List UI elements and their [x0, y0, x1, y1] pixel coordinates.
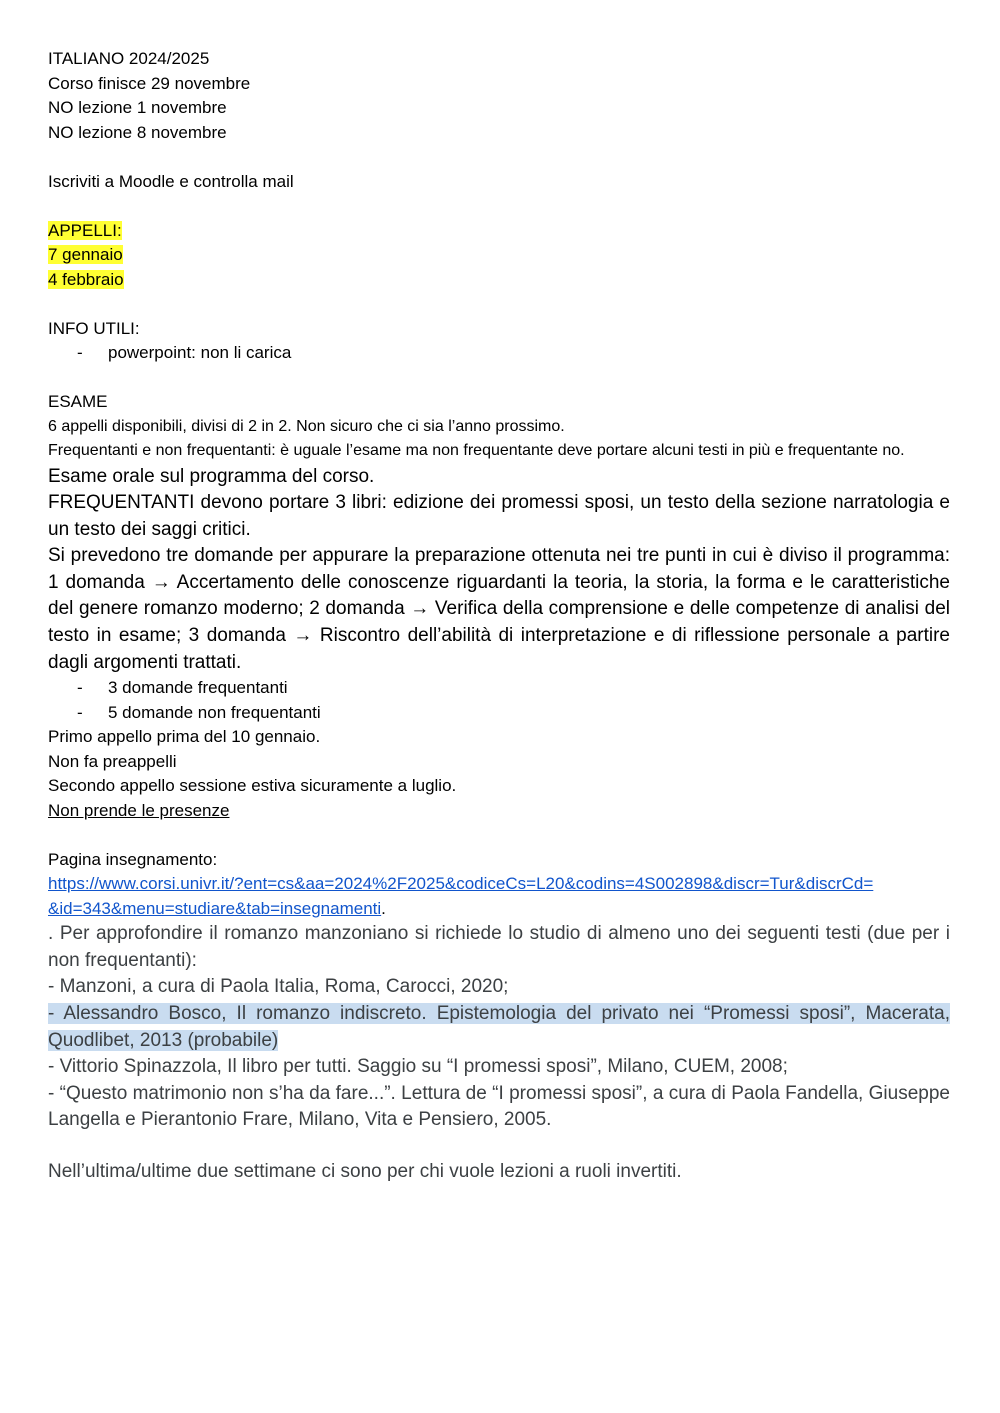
preappelli-text: Non fa preappelli — [48, 751, 177, 771]
spacer — [48, 366, 950, 391]
esame-appelli-text: 6 appelli disponibili, divisi di 2 in 2. Non sicuro che ci sia l’anno prossimo. — [48, 417, 565, 435]
no-lesson-note: NO lezione 8 novembre — [48, 122, 227, 142]
list-item-text: powerpoint: non li carica — [108, 343, 292, 362]
spacer — [48, 194, 950, 219]
spacer — [48, 145, 950, 170]
testo-item: - Manzoni, a cura di Paola Italia, Roma, Carocci, 2020; — [48, 976, 509, 998]
spacer — [48, 1134, 950, 1159]
bullet-dash: - — [77, 343, 83, 362]
pagina-label: Pagina insegnamento: — [48, 849, 218, 869]
list-item — [48, 341, 950, 366]
testi-intro: . Per approfondire il romanzo manzoniano si richiede lo studio di almeno uno dei seguenti testi (due per i non frequentanti): — [48, 923, 950, 971]
esame-frequentanti-text: Frequentanti e non frequentanti: è uguale l’esame ma non frequentante deve portare alcuni testi in più e frequentante no. — [48, 442, 905, 459]
link-period: . — [381, 898, 386, 918]
appello-date: 7 gennaio — [48, 245, 123, 264]
list-item — [48, 701, 950, 726]
moodle-note: Iscriviti a Moodle e controlla mail — [48, 171, 294, 191]
list-item-text: 5 domande non frequentanti — [108, 702, 321, 722]
document-page — [48, 47, 950, 1185]
course-title: ITALIANO 2024/2025 — [48, 49, 210, 68]
primo-appello-text: Primo appello prima del 10 gennaio. — [48, 727, 321, 747]
link-text-line-1: https://www.corsi.univr.it/?ent=cs&aa=2024%2F2025&codiceCs=L20&codins=4S002898&discr=Tur&discrCd= — [48, 874, 874, 894]
info-heading: INFO UTILI: — [48, 318, 140, 338]
link-text-line-2: &id=343&menu=studiare&tab=insegnamenti — [48, 898, 382, 918]
domande-paragraph: Si prevedono tre domande per appurare la preparazione ottenuta nei tre punti in cui è diviso il programma: 1 domanda → Accertamento delle conoscenze riguardanti la teoria, la storia, la forma e le caratteristiche del genere romanzo moderno; 2 domanda → Verifica della comprensione e delle competenze di analisi del testo in esame; 3 domanda → Riscontro dell’abilità di interpretazione e di riflessione personale a partire dagli argomenti trattati. — [48, 545, 950, 673]
appelli-heading: APPELLI: — [48, 220, 122, 240]
secondo-appello-text: Secondo appello sessione estiva sicuramente a luglio. — [48, 776, 457, 796]
course-end-date: Corso finisce 29 novembre — [48, 73, 251, 93]
testo-item-highlighted: - Alessandro Bosco, Il romanzo indiscreto. Epistemologia del privato nei “Promessi sposi”, Macerata, Quodlibet, 2013 (probabile) — [48, 1003, 950, 1051]
bullet-dash: - — [77, 678, 83, 698]
appello-date: 4 febbraio — [48, 269, 124, 289]
esame-orale-text: Esame orale sul programma del corso. — [48, 465, 375, 487]
list-item — [48, 676, 950, 701]
finale-text: Nell’ultima/ultime due settimane ci sono per chi vuole lezioni a ruoli invertiti. — [48, 1160, 682, 1182]
no-lesson-note: NO lezione 1 novembre — [48, 98, 227, 117]
testo-item: - “Questo matrimonio non s’ha da fare...”. Lettura de “I promessi sposi”, a cura di Paola Fandella, Giuseppe Langella e Pierantonio Frare, Milano, Vita e Pensiero, 2005. — [48, 1082, 950, 1131]
testo-item: - Vittorio Spinazzola, Il libro per tutti. Saggio su “I promessi sposi”, Milano, CUEM, 2008; — [48, 1056, 788, 1078]
bullet-dash: - — [77, 702, 83, 722]
spacer — [48, 292, 950, 317]
presenze-text: Non prende le presenze — [48, 800, 230, 820]
list-item-text: 3 domande frequentanti — [108, 678, 288, 698]
insegnamento-link[interactable] — [48, 874, 873, 918]
esame-heading: ESAME — [48, 392, 108, 411]
frequentanti-libri-text: FREQUENTANTI devono portare 3 libri: edizione dei promessi sposi, un testo della sezione narratologia e un testo dei saggi critici. — [48, 492, 950, 540]
spacer — [48, 823, 950, 848]
